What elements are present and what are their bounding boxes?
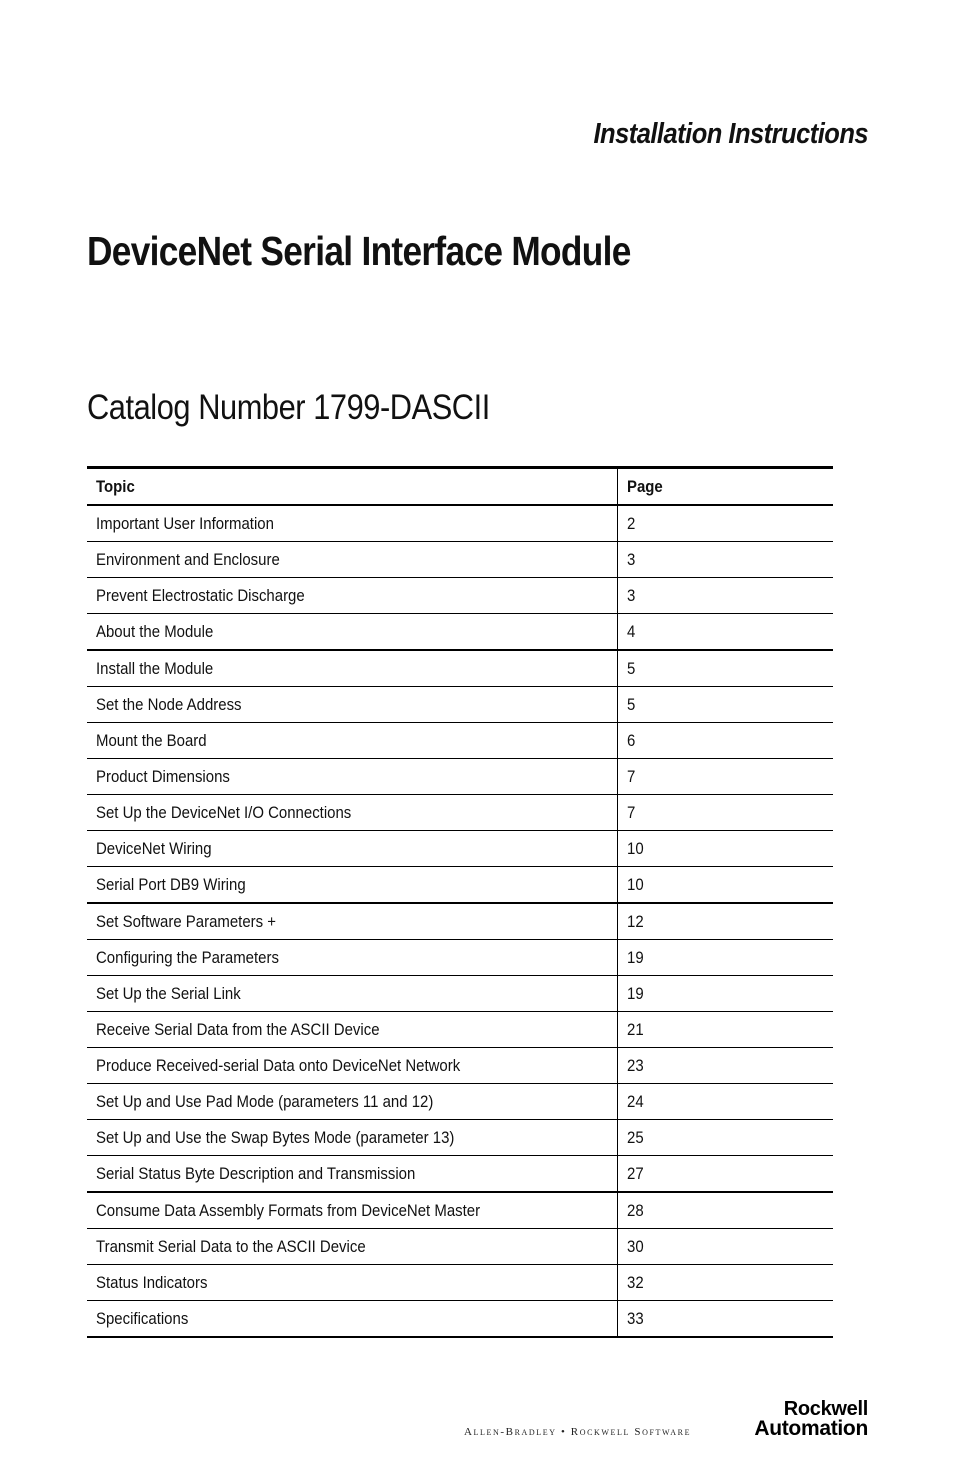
toc-page-cell: 33	[618, 1301, 834, 1338]
toc-page-cell: 27	[618, 1156, 834, 1193]
toc-page-cell: 25	[618, 1120, 834, 1156]
table-row	[87, 614, 833, 651]
toc-page-cell: 4	[618, 614, 834, 651]
toc-topic-cell: Set Up and Use Pad Mode (parameters 11 and 12)	[87, 1084, 618, 1120]
column-header-topic: Topic	[87, 468, 618, 506]
table-body	[87, 505, 833, 1337]
logo-line-rockwell: Rockwell	[783, 1398, 868, 1420]
toc-topic-cell: Install the Module	[87, 650, 618, 687]
toc-page-cell: 12	[618, 903, 834, 940]
table-row	[87, 795, 833, 831]
toc-page-cell: 19	[618, 940, 834, 976]
toc-page-cell: 3	[618, 578, 834, 614]
column-header-page: Page	[618, 468, 834, 506]
toc-page-cell: 19	[618, 976, 834, 1012]
toc-page-cell: 23	[618, 1048, 834, 1084]
table-row	[87, 723, 833, 759]
toc-page-cell: 10	[618, 831, 834, 867]
toc-topic-cell: Status Indicators	[87, 1265, 618, 1301]
toc-page-cell: 28	[618, 1192, 834, 1229]
table-header-row	[87, 468, 833, 506]
toc-topic-cell: Environment and Enclosure	[87, 542, 618, 578]
toc-topic-cell: Specifications	[96, 1308, 189, 1328]
table-row	[87, 940, 833, 976]
toc-topic-cell: Set Up the Serial Link	[87, 976, 618, 1012]
table-row	[87, 976, 833, 1012]
table-row	[87, 687, 833, 723]
catalog-number: Catalog Number 1799-DASCII	[87, 388, 490, 427]
toc-page-cell: 2	[618, 505, 834, 542]
toc-topic-cell: Prevent Electrostatic Discharge	[87, 578, 618, 614]
table-row	[87, 867, 833, 904]
table-row	[87, 650, 833, 687]
toc-topic-cell: Important User Information	[87, 505, 618, 542]
toc-topic-cell: About the Module	[87, 614, 618, 651]
table-row	[87, 1265, 833, 1301]
toc-topic-cell: Set Software Parameters +	[87, 903, 618, 940]
toc-topic-cell: Transmit Serial Data to the ASCII Device	[87, 1229, 618, 1265]
table-row	[87, 1229, 833, 1265]
table-row	[87, 1048, 833, 1084]
table-row	[87, 542, 833, 578]
table-row	[87, 1301, 833, 1338]
toc-topic-cell: Set Up the DeviceNet I/O Connections	[87, 795, 618, 831]
table-row	[87, 578, 833, 614]
toc-page-cell: 21	[618, 1012, 834, 1048]
table-row	[87, 1084, 833, 1120]
toc-page-cell: 7	[618, 795, 834, 831]
toc-topic-cell: Serial Port DB9 Wiring	[87, 867, 618, 904]
toc-page-cell: 32	[618, 1265, 834, 1301]
toc-page-cell: 3	[618, 542, 834, 578]
table-row	[87, 1012, 833, 1048]
toc-page-cell: 7	[618, 759, 834, 795]
toc-page-cell: 5	[618, 650, 834, 687]
table-row	[87, 831, 833, 867]
toc-topic-cell: Receive Serial Data from the ASCII Device	[87, 1012, 618, 1048]
toc-topic-cell: Consume Data Assembly Formats from DeviceNet Master	[87, 1192, 618, 1229]
document-type-heading: Installation Instructions	[593, 118, 868, 150]
table-of-contents	[87, 466, 833, 1338]
toc-page-cell: 30	[618, 1229, 834, 1265]
table-row	[87, 1192, 833, 1229]
toc-topic-cell: Set Up and Use the Swap Bytes Mode (parameter 13)	[87, 1120, 618, 1156]
toc-page-cell: 6	[618, 723, 834, 759]
toc-page-cell: 10	[618, 867, 834, 904]
table-row	[87, 759, 833, 795]
toc-topic-cell: Product Dimensions	[87, 759, 618, 795]
table-row	[87, 505, 833, 542]
table-row	[87, 1156, 833, 1193]
toc-page-cell: 24	[618, 1084, 834, 1120]
toc-topic-cell: Produce Received-serial Data onto DeviceNet Network	[87, 1048, 618, 1084]
table-row	[87, 1120, 833, 1156]
logo-line-automation: Automation	[754, 1417, 868, 1440]
page-title: DeviceNet Serial Interface Module	[87, 228, 631, 274]
toc-topic-cell: Serial Status Byte Description and Transmission	[87, 1156, 618, 1193]
brand-tagline: Allen-Bradley • Rockwell Software	[464, 1426, 692, 1438]
rockwell-automation-logo	[754, 1400, 868, 1438]
toc-topic-cell: DeviceNet Wiring	[87, 831, 618, 867]
toc-topic-cell: Configuring the Parameters	[87, 940, 618, 976]
table-row	[87, 903, 833, 940]
toc-page-cell: 5	[618, 687, 834, 723]
toc-topic-cell: Set the Node Address	[87, 687, 618, 723]
toc-topic-cell: Mount the Board	[87, 723, 618, 759]
